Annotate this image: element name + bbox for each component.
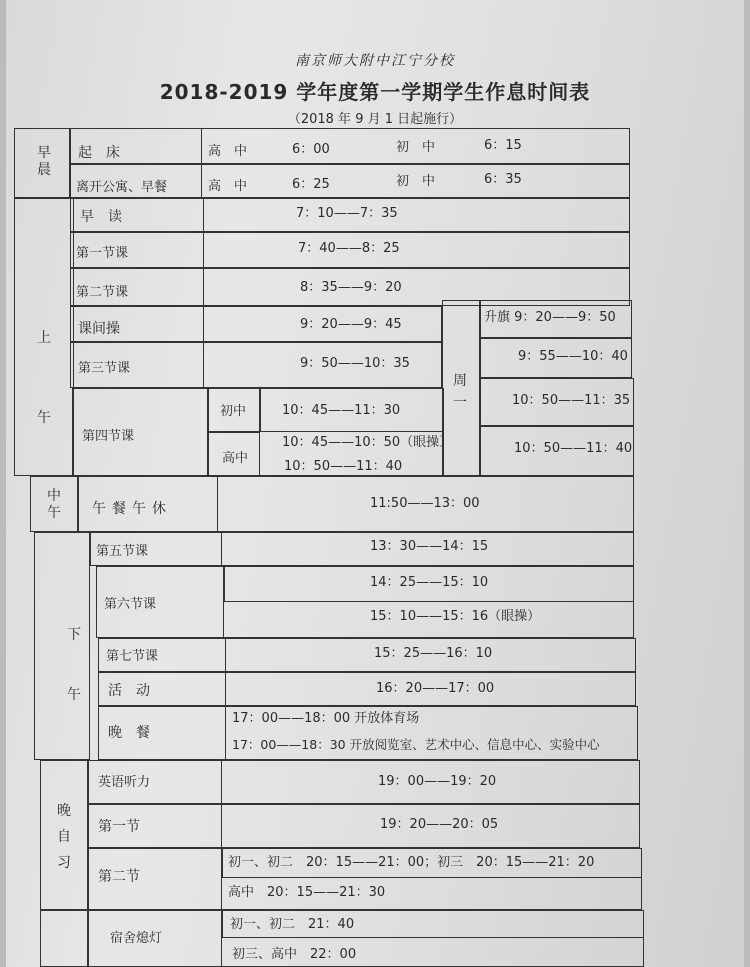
lights-line1: 初一、初二 21：40	[230, 917, 355, 932]
activity-label: 活 动	[108, 683, 150, 699]
exercise-time: 9：20——9：45	[300, 317, 402, 332]
e1-label: 第一节	[98, 819, 140, 835]
lunch-label: 午餐午休	[92, 501, 172, 517]
p7-label: 第七节课	[106, 649, 159, 664]
p2-time: 8：35——9：20	[300, 280, 402, 295]
reading-time: 7：10——7：35	[296, 206, 398, 221]
section-label-evening: 晚自习	[57, 803, 71, 871]
listening-time: 19：00——19：20	[378, 774, 497, 789]
leave-jr: 初 中	[396, 174, 436, 189]
p4-label: 第四节课	[82, 429, 135, 444]
p1-label: 第一节课	[76, 246, 129, 261]
lunch-time: 11:50——13：00	[370, 496, 480, 511]
section-label-noon: 中午	[47, 488, 61, 521]
p4-high-time2: 10：50——11：40	[284, 459, 403, 474]
p5-time: 13：30——14：15	[370, 539, 489, 554]
p4-jr-time: 10：45——11：30	[282, 403, 401, 418]
p3-time: 9：50——10：35	[300, 356, 410, 371]
section-cell-dorm	[40, 910, 88, 967]
dinner-line1: 17：00——18：00 开放体育场	[232, 711, 420, 726]
activity-time: 16：20——17：00	[376, 681, 495, 696]
lights-line2: 初三、高中 22：00	[232, 947, 357, 962]
leave-high-time: 6：25	[292, 177, 330, 192]
wake-jr-time: 6：15	[484, 138, 522, 153]
e2-line2: 高中 20：15——21：30	[228, 885, 386, 900]
e2-line1: 初一、初二 20：15——21：00；初三 20：15——21：20	[228, 855, 595, 870]
monday-flag: 升旗 9：20——9：50	[484, 310, 616, 325]
lights-label: 宿舍熄灯	[110, 931, 163, 946]
leave-high: 高 中	[208, 179, 248, 194]
leave-label: 离开公寓、早餐	[76, 180, 168, 195]
p4-high-time1: 10：45——10：50（眼操）	[282, 435, 453, 450]
p5-label: 第五节课	[96, 544, 149, 559]
monday-label: 周一	[453, 373, 467, 411]
p1-time: 7：40——8：25	[298, 241, 400, 256]
section-label-pm: 下午	[67, 627, 81, 703]
dinner-label: 晚 餐	[108, 725, 150, 741]
p3-label: 第三节课	[78, 361, 131, 376]
wake-label: 起 床	[78, 145, 120, 161]
leave-jr-time: 6：35	[484, 172, 522, 187]
section-label-morning: 早晨	[37, 145, 51, 178]
school-name: 南京师大附中江宁分校	[295, 53, 455, 69]
e1-time: 19：20——20：05	[380, 817, 499, 832]
p4-jr: 初中	[220, 404, 247, 419]
effective-date: （2018 年 9 月 1 日起施行）	[287, 112, 463, 127]
wake-high: 高 中	[208, 144, 248, 159]
monday-time3: 10：50——11：35	[512, 393, 631, 408]
reading-label: 早 读	[80, 209, 122, 225]
monday-time2: 9：55——10：40	[518, 349, 628, 364]
wake-jr: 初 中	[396, 140, 436, 155]
p6-label: 第六节课	[104, 597, 157, 612]
e2-label: 第二节	[98, 869, 140, 885]
listening-label: 英语听力	[98, 775, 151, 790]
section-label-am: 上午	[37, 330, 51, 426]
p6-time2: 15：10——15：16（眼操）	[370, 609, 541, 624]
exercise-label: 课间操	[78, 321, 120, 337]
p2-label: 第二节课	[76, 285, 129, 300]
dinner-line2: 17：00——18：30 开放阅览室、艺术中心、信息中心、实验中心	[232, 737, 600, 752]
page-title: 2018-2019 学年度第一学期学生作息时间表	[159, 80, 591, 104]
p4-high: 高中	[222, 451, 249, 466]
p7-time: 15：25——16：10	[374, 646, 493, 661]
wake-high-time: 6：00	[292, 142, 330, 157]
monday-time4: 10：50——11：40	[514, 441, 633, 456]
p6-time1: 14：25——15：10	[370, 575, 489, 590]
